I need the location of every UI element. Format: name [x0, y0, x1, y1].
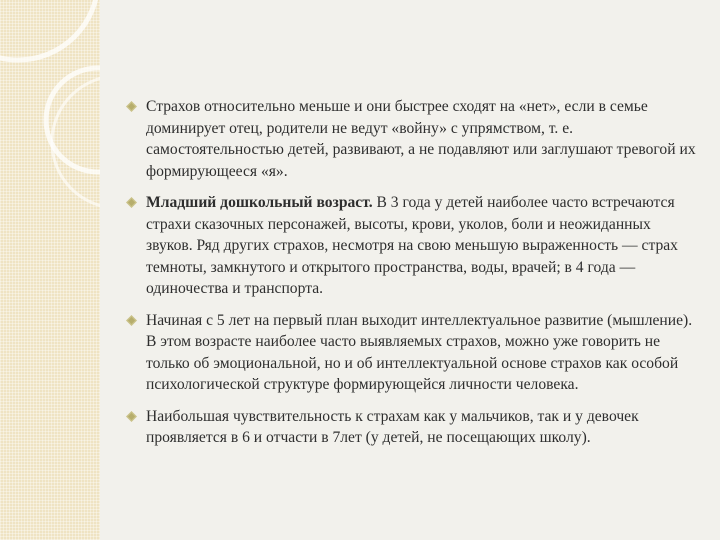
decorative-arcs: [0, 0, 100, 300]
bullet-item: [126, 310, 698, 396]
bullet-list: [126, 96, 698, 459]
bullet-item: [126, 96, 698, 182]
bullet-lead-text: Младший дошкольный возраст.: [146, 194, 373, 211]
bullet-diamond-icon: [126, 411, 137, 422]
bullet-text: Начиная с 5 лет на первый план выходит интеллектуальное развитие (мышление). В этом возрасте наиболее часто выявляемых страхов, можно уже говорить не только об эмоциональной, но и об интеллектуальной основе страхов как особой психологической структуре формирующейся личности человека.: [146, 311, 693, 393]
decorative-sidebar: [0, 0, 100, 540]
bullet-diamond-icon: [126, 315, 137, 326]
bullet-item: [126, 406, 698, 449]
bullet-text: Страхов относительно меньше и они быстрее сходят на «нет», если в семье доминирует отец, родители не ведут «войну» с упрямством, т. е. самостоятельностью детей, развивают, а не подавляют или заглушают тревогой их формирующееся «я».: [146, 98, 696, 180]
bullet-diamond-icon: [126, 101, 137, 112]
bullet-text: Наибольшая чувствительность к страхам как у мальчиков, так и у девочек проявляется в 6 и отчасти в 7лет (у детей, не посещающих школу).: [146, 407, 639, 446]
bullet-item: [126, 192, 698, 300]
bullet-text: В 3 года у детей наиболее часто встречаются страхи сказочных персонажей, высоты, крови, уколов, боли и неожиданных звуков. Ряд других страхов, несмотря на свою меньшую выраженность — страх темноты, замкнутого и открытого пространства, воды, врачей; в 4 года — одиночества и транспорта.: [146, 194, 678, 297]
bullet-diamond-icon: [126, 197, 137, 208]
